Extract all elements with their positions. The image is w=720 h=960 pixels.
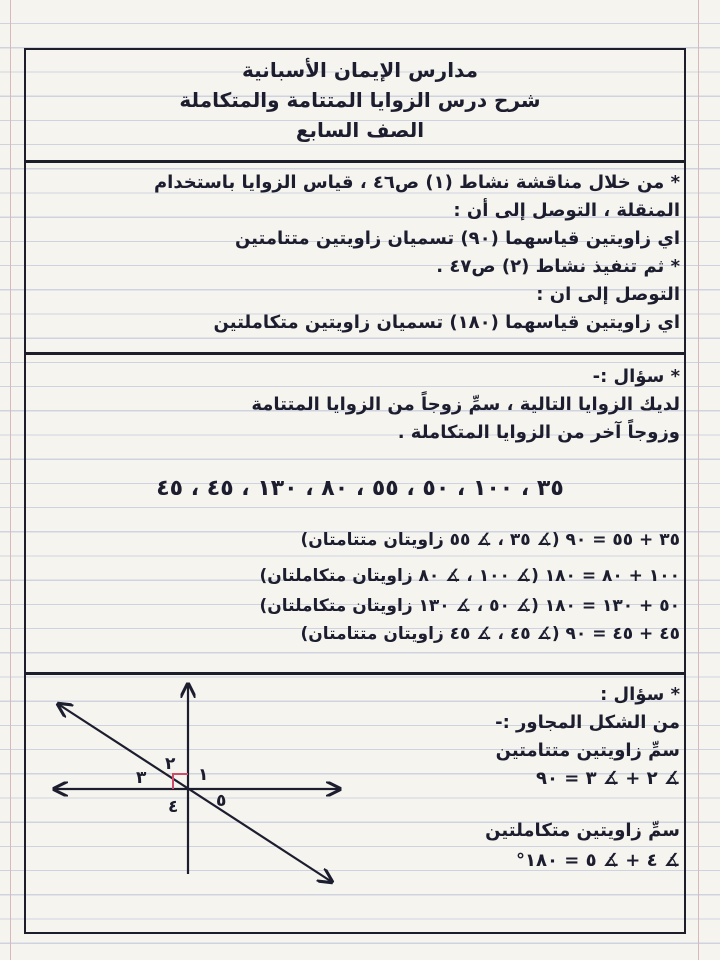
intro-line-4: * ثم تنفيذ نشاط (٢) ص٤٧ . bbox=[436, 256, 680, 277]
intro-line-1: * من خلال مناقشة نشاط (١) ص٤٦ ، قياس الزوايا باستخدام bbox=[153, 172, 680, 193]
question1-prompt-2: وزوجاً آخر من الزوايا المتكاملة . bbox=[397, 422, 680, 443]
question1-prompt-1: لديك الزوايا التالية ، سمِّ زوجاً من الزوايا المتتامة bbox=[251, 394, 680, 415]
intro-line-2: المنقلة ، التوصل إلى أن : bbox=[453, 200, 680, 221]
question2-title: * سؤال : bbox=[600, 684, 680, 705]
question2-task-1: سمِّ زاويتين متتامتين bbox=[495, 740, 680, 761]
angle-label: ٢ bbox=[165, 754, 176, 774]
question2-prompt: من الشكل المجاور :- bbox=[495, 712, 680, 733]
angle-values-list: ٣٥ ، ١٠٠ ، ٥٠ ، ٥٥ ، ٨٠ ، ١٣٠ ، ٤٥ ، ٤٥ bbox=[156, 476, 564, 501]
angle-diagram-svg bbox=[40, 676, 360, 896]
divider-question1 bbox=[24, 672, 686, 675]
school-name: مدارس الإيمان الأسبانية bbox=[242, 58, 478, 82]
question2-answer-1: ∡ ٢ + ∡ ٣ = ٩٠ bbox=[535, 768, 680, 789]
intro-line-6: اي زاويتين قياسهما (١٨٠) تسميان زاويتين متكاملتين bbox=[213, 312, 680, 333]
intro-line-5: التوصل إلى ان : bbox=[536, 284, 680, 305]
margin-line-right bbox=[698, 0, 699, 960]
answer-row: ١٠٠ + ٨٠ = ١٨٠ (∡ ١٠٠ ، ∡ ٨٠ زاويتان متكاملتان) bbox=[259, 566, 680, 586]
diagonal-line bbox=[58, 704, 332, 882]
angle-label: ٤ bbox=[168, 797, 179, 817]
margin-line-left bbox=[10, 0, 11, 960]
angle-label: ٥ bbox=[216, 791, 227, 811]
angle-label: ٣ bbox=[136, 768, 147, 788]
answer-row: ٣٥ + ٥٥ = ٩٠ (∡ ٣٥ ، ∡ ٥٥ زاويتان متتامتان) bbox=[300, 530, 680, 550]
intro-line-3: اي زاويتين قياسهما (٩٠) تسميان زاويتين متتامتين bbox=[234, 228, 680, 249]
question2-task-2: سمِّ زاويتين متكاملتين bbox=[485, 820, 680, 841]
divider-header bbox=[24, 160, 686, 163]
grade-label: الصف السابع bbox=[295, 118, 425, 142]
lesson-title: شرح درس الزوايا المتتامة والمتكاملة bbox=[179, 88, 541, 112]
angle-diagram bbox=[40, 676, 360, 896]
question1-title: * سؤال :- bbox=[592, 366, 680, 387]
divider-intro bbox=[24, 352, 686, 355]
question2-answer-2: ∡ ٤ + ∡ ٥ = ١٨٠° bbox=[515, 850, 680, 871]
angle-label: ١ bbox=[198, 765, 209, 785]
answer-row: ٥٠ + ١٣٠ = ١٨٠ (∡ ٥٠ ، ∡ ١٣٠ زاويتان متكاملتان) bbox=[259, 596, 680, 616]
answer-row: ٤٥ + ٤٥ = ٩٠ (∡ ٤٥ ، ∡ ٤٥ زاويتان متتامتان) bbox=[300, 624, 680, 644]
